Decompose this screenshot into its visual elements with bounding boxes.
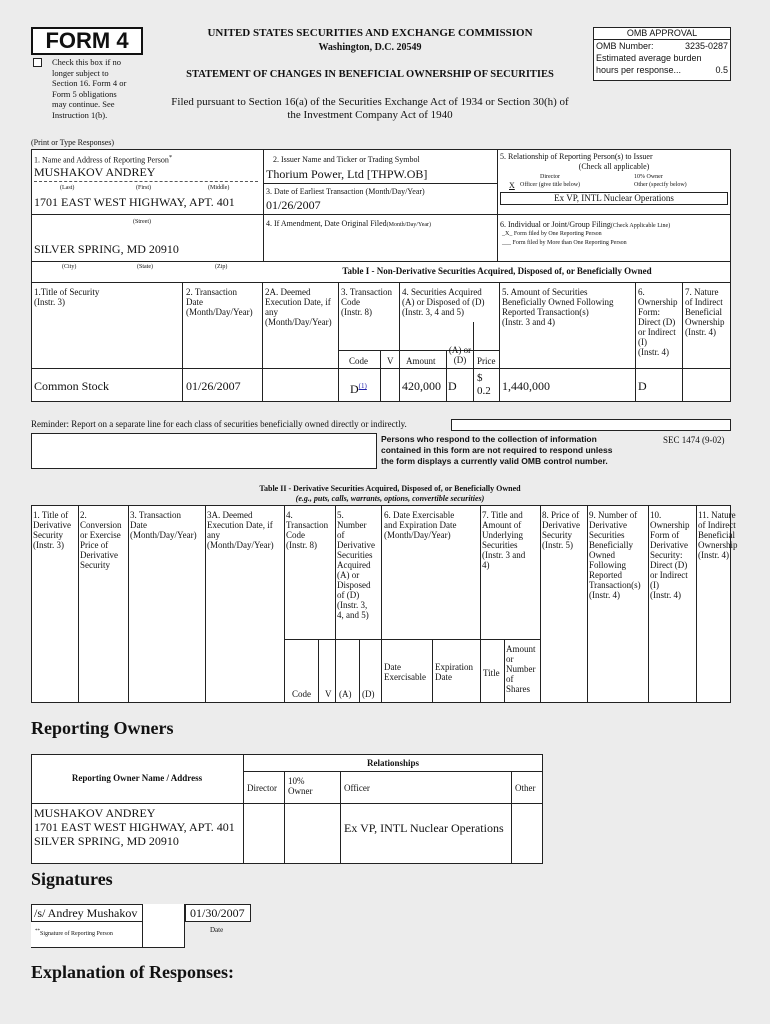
owner-address: MUSHAKOV ANDREY 1701 EAST WEST HIGHWAY, APT. 401 SILVER SPRING, MD 20910 — [34, 806, 235, 848]
t1-row-aord: D — [448, 379, 457, 393]
table1-title: Table I - Non-Derivative Securities Acquired, Disposed of, or Beneficially Owned — [342, 266, 652, 276]
t2-sub-a: (A) — [339, 689, 352, 699]
t2-c9-header: 9. Number of Derivative Securities Beneficially Owned Following Reported Transaction(s) (Instr. 4) — [589, 510, 641, 600]
reminder-text: Reminder: Report on a separate line for each class of securities beneficially owned directly or indirectly. — [31, 419, 407, 429]
director-option: Director — [540, 174, 560, 180]
form-title: FORM 4 — [45, 28, 129, 53]
t1-sub-v: V — [387, 356, 394, 366]
t1-col7-header: 7. Nature of Indirect Beneficial Ownership (Instr. 4) — [685, 287, 725, 337]
persons-notice: Persons who respond to the collection of information contained in this form are not required to respond unless the form displays a currently valid OMB control number. — [381, 434, 613, 466]
city-value: SILVER SPRING, MD 20910 — [34, 242, 179, 256]
ten-pct-option: 10% Owner — [634, 174, 663, 180]
t1-col5-header: 5. Amount of Securities Beneficially Owned Following Reported Transaction(s) (Instr. 3 and 4) — [502, 287, 614, 327]
t2-c8-header: 8. Price of Derivative Security (Instr. 5) — [542, 510, 580, 550]
t1-col3-header: 3. Transaction Code (Instr. 8) — [341, 287, 393, 317]
t1-row-form: D — [638, 379, 647, 393]
amendment-label: 4. If Amendment, Date Original Filed(Month/Day/Year) — [266, 219, 432, 228]
date-field — [185, 904, 251, 922]
agency-city: Washington, D.C. 20549 — [318, 42, 422, 53]
city-label: (City) — [62, 264, 77, 270]
no-longer-subject-checkbox[interactable] — [33, 58, 42, 67]
t2-c2-header: 2. Conversion or Exercise Price of Derivative Security — [80, 510, 122, 570]
first-label: (First) — [136, 185, 151, 191]
t1-sub-amount: Amount — [406, 356, 436, 366]
t2-c5-header: 5. Number of Derivative Securities Acquired (A) or Disposed of (D) (Instr. 3, 4, and 5) — [337, 510, 375, 620]
agency-name: UNITED STATES SECURITIES AND EXCHANGE COMMISSION — [207, 27, 533, 39]
state-label: (State) — [137, 264, 153, 270]
officer-mark[interactable]: X — [509, 181, 515, 190]
t2-sub-code: Code — [292, 689, 311, 699]
one-person-option[interactable]: _X_ Form filed by One Reporting Person — [502, 231, 602, 237]
t1-sub-code: Code — [349, 356, 368, 366]
omb-approval-box — [593, 27, 731, 81]
t1-col2-header: 2. Transaction Date (Month/Day/Year) — [186, 287, 253, 317]
t2-c4-header: 4. Transaction Code (Instr. 8) — [286, 510, 329, 550]
ten-pct-header: 10% Owner — [288, 776, 313, 796]
t1-row-price: $ 0.2 — [477, 372, 491, 397]
reporting-person-name: MUSHAKOV ANDREY — [34, 165, 156, 179]
owner-name-header: Reporting Owner Name / Address — [71, 773, 203, 783]
signer-field — [31, 904, 143, 922]
relationship-sub: (Check all applicable) — [578, 162, 650, 171]
t1-col4-header: 4. Securities Acquired (A) or Disposed of (D) (Instr. 3, 4 and 5) — [402, 287, 485, 317]
street-label: (Street) — [133, 219, 151, 225]
t1-row-security: Common Stock — [34, 379, 110, 393]
table2-title: Table II - Derivative Securities Acquired, Disposed of, or Beneficially Owned — [259, 484, 521, 493]
table2-subtitle: (e.g., puts, calls, warrants, options, convertible securities) — [295, 494, 485, 503]
relationships-header: Relationships — [366, 758, 419, 768]
date-label: Date — [210, 926, 224, 934]
t1-row-owned: 1,440,000 — [502, 379, 550, 393]
t2-c11-header: 11. Nature of Indirect Beneficial Ownership (Instr. 4) — [698, 510, 738, 560]
officer-header: Officer — [344, 783, 370, 793]
zip-label: (Zip) — [215, 264, 228, 270]
explanation-heading: Explanation of Responses: — [31, 962, 235, 982]
reporting-owners-heading: Reporting Owners — [31, 718, 174, 738]
t1-col2a-header: 2A. Deemed Execution Date, if any (Month/Day/Year) — [265, 287, 332, 327]
t2-sub-d: (D) — [362, 689, 375, 699]
statement-title: STATEMENT OF CHANGES IN BENEFICIAL OWNERSHIP OF SECURITIES — [186, 69, 554, 80]
t2-c1-header: 1. Title of Derivative Security (Instr. 3) — [33, 510, 71, 550]
burden-label: Estimated average burden — [596, 53, 702, 63]
other-header: Other — [515, 783, 536, 793]
t2-sub-title: Title — [483, 668, 500, 678]
other-option: Other (specify below) — [634, 182, 687, 188]
filed-pursuant-text: Filed pursuant to Section 16(a) of the Securities Exchange Act of 1934 or Section 30(h) of the Investment Company Act of 1940 — [171, 96, 569, 121]
officer-option: Officer (give title below) — [520, 182, 581, 188]
relationship-label: 5. Relationship of Reporting Person(s) to Issuer — [500, 152, 653, 161]
signatures-heading: Signatures — [31, 869, 113, 889]
omb-title: OMB APPROVAL — [594, 28, 730, 40]
t1-row-footnote[interactable]: (1) — [358, 382, 367, 390]
reminder-line-box — [451, 419, 731, 431]
t2-c10-header: 10. Ownership Form of Derivative Security: Direct (D) or Indirect (I) (Instr. 4) — [650, 510, 690, 600]
t1-row-code: $D^{(1)}$ — [350, 382, 367, 396]
omb-number: 3235-0287 — [684, 41, 728, 51]
individual-filing-label: 6. Individual or Joint/Group Filing(Check Applicable Line) — [500, 220, 671, 229]
omb-number-label: OMB Number: — [596, 41, 654, 51]
checkbox-text: Check this box if no longer subject to Section 16. Form 4 or Form 5 obligations may continue. See Instruction 1(b). — [52, 57, 127, 120]
t2-c7-header: 7. Title and Amount of Underlying Securities (Instr. 3 and 4) — [482, 510, 526, 570]
signature-date: 01/30/2007 — [190, 906, 245, 920]
t2-c3a-header: 3A. Deemed Execution Date, if any (Month/Day/Year) — [207, 510, 274, 550]
blank-notice-box — [31, 433, 377, 469]
t2-c3-header: 3. Transaction Date (Month/Day/Year) — [130, 510, 197, 540]
middle-label: (Middle) — [208, 185, 230, 191]
form-title-box — [31, 27, 143, 55]
director-header: Director — [247, 783, 277, 793]
hours-label: hours per response... — [596, 65, 682, 75]
earliest-transaction-label: 3. Date of Earliest Transaction (Month/Day/Year) — [266, 187, 425, 196]
t1-sub-aord: (A) or (D) — [448, 345, 472, 365]
t1-row-amount: 420,000 — [402, 379, 441, 393]
signature-label: **Signature of Reporting Person — [35, 929, 113, 937]
t2-sub-date-exercisable: Date Exercisable — [384, 662, 426, 682]
t2-sub-v: V — [325, 689, 332, 699]
reporting-person-label: 1. Name and Address of Reporting Person* — [34, 154, 173, 165]
earliest-transaction-value: 01/26/2007 — [266, 198, 321, 212]
print-type-label: (Print or Type Responses) — [31, 138, 115, 147]
date-box — [143, 904, 185, 948]
t2-c6-header: 6. Date Exercisable and Expiration Date (Month/Day/Year) — [384, 510, 457, 540]
issuer-value: Thorium Power, Ltd [THPW.OB] — [266, 167, 428, 181]
owner-officer-value: Ex VP, INTL Nuclear Operations — [344, 821, 504, 835]
officer-title: Ex VP, INTL Nuclear Operations — [554, 193, 674, 203]
more-person-option[interactable]: ___ Form filed by More than One Reporting Person — [502, 240, 627, 246]
signer-name: /s/ Andrey Mushakov — [34, 906, 138, 920]
sec-code: SEC 1474 (9-02) — [663, 435, 725, 445]
t2-sub-amount: Amount or Number of Shares — [506, 644, 536, 694]
t2-sub-expiration: Expiration Date — [435, 662, 473, 682]
t1-col6-header: 6. Ownership Form: Direct (D) or Indirect (I) (Instr. 4) — [638, 287, 678, 357]
officer-title-box — [500, 192, 728, 205]
t1-sub-price: Price — [477, 356, 496, 366]
street-value: 1701 EAST WEST HIGHWAY, APT. 401 — [34, 195, 235, 209]
hours-value: 0.5 — [715, 65, 728, 75]
issuer-label: 2. Issuer Name and Ticker or Trading Symbol — [273, 155, 420, 164]
t1-col1-header: 1.Title of Security (Instr. 3) — [34, 287, 100, 307]
last-label: (Last) — [60, 185, 75, 191]
t1-row-date: 01/26/2007 — [186, 379, 241, 393]
